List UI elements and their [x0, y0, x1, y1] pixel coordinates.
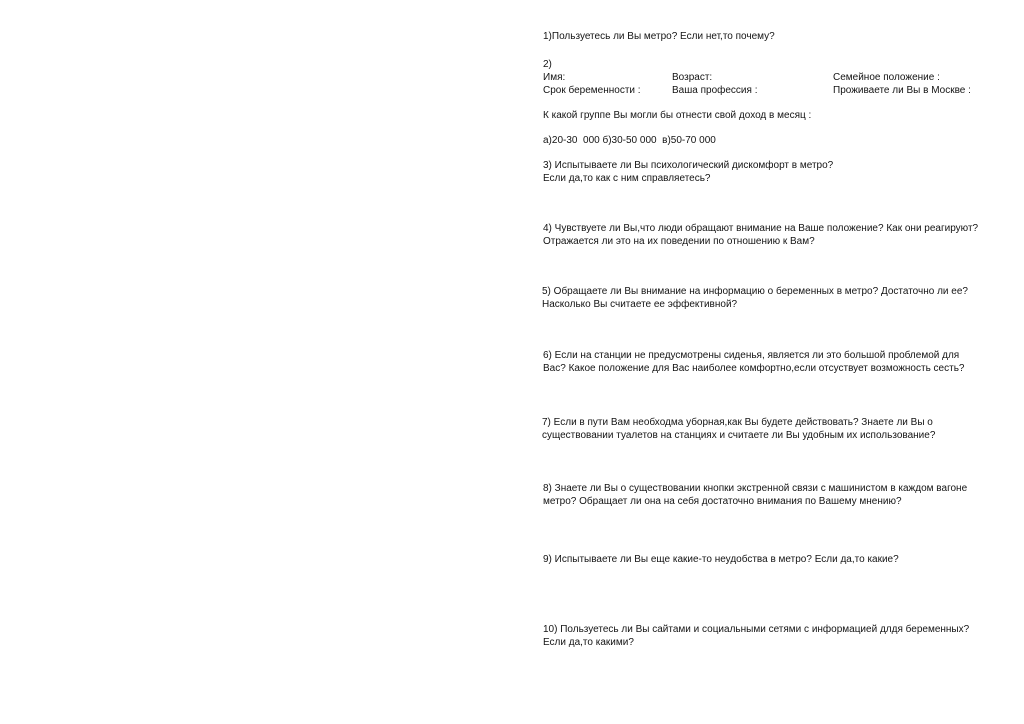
name-field-label: Имя:: [543, 72, 566, 83]
question-5-line-1: 5) Обращаете ли Вы внимание на информацию о беременных в метро? Достаточно ли ее?: [542, 286, 968, 297]
question-10-line-1: 10) Пользуетесь ли Вы сайтами и социальными сетями с информацией длдя беременных?: [543, 624, 970, 635]
question-3-line-2: Если да,то как с ним справляетесь?: [543, 173, 711, 184]
question-3: [543, 159, 833, 185]
question-5-line-2: Насколько Вы считаете ее эффективной?: [542, 299, 738, 310]
profession-field-label: Ваша профессия :: [672, 85, 758, 96]
question-6: [543, 349, 964, 375]
moscow-residence-field-label: Проживаете ли Вы в Москве :: [833, 85, 971, 96]
question-4-line-1: 4) Чувствуете ли Вы,что люди обращают внимание на Ваше положение? Как они реагируют?: [543, 223, 979, 234]
question-1-text: 1)Пользуетесь ли Вы метро? Если нет,то почему?: [543, 31, 775, 42]
age-field-label: Возраст:: [672, 72, 713, 83]
question-6-line-1: 6) Если на станции не предусмотрены сиденья, является ли это большой проблемой для: [543, 350, 960, 361]
question-8-line-1: 8) Знаете ли Вы о существовании кнопки экстренной связи с машинистом в каждом вагоне: [543, 483, 968, 494]
question-2-number-text: 2): [543, 59, 552, 70]
question-8-line-2: метро? Обращает ли она на себя достаточно внимания по Вашему мнению?: [543, 496, 902, 507]
income-question-text: К какой группе Вы могли бы отнести свой доход в месяц :: [543, 110, 812, 121]
question-9: [543, 553, 899, 566]
marital-status-field-label: Семейное положение :: [833, 72, 940, 83]
question-6-line-2: Вас? Какое положение для Вас наиболее комфортно,если отсуствует возможность сесть?: [543, 363, 965, 374]
question-1: [543, 30, 775, 43]
question-5: [542, 285, 968, 311]
question-7: [542, 416, 935, 442]
income-options-text: а)20-30 000 б)30-50 000 в)50-70 000: [543, 135, 716, 146]
question-7-line-2: существовании туалетов на станциях и считаете ли Вы удобным их использование?: [542, 430, 936, 441]
income-question: [543, 109, 811, 122]
question-8: [543, 482, 967, 508]
question-10: [543, 623, 969, 649]
income-options: [543, 134, 716, 147]
question-7-line-1: 7) Если в пути Вам необходма уборная,как Вы будете действовать? Знаете ли Вы о: [542, 417, 933, 428]
question-10-line-2: Если да,то какими?: [543, 637, 634, 648]
pregnancy-term-field-label: Срок беременности :: [543, 85, 641, 96]
question-4-line-2: Отражается ли это на их поведении по отношению к Вам?: [543, 236, 815, 247]
question-2-number: [543, 58, 552, 71]
question-9-text: 9) Испытываете ли Вы еще какие-то неудобства в метро? Если да,то какие?: [543, 554, 899, 565]
question-4: [543, 222, 978, 248]
question-3-line-1: 3) Испытываете ли Вы психологический дискомфорт в метро?: [543, 160, 834, 171]
